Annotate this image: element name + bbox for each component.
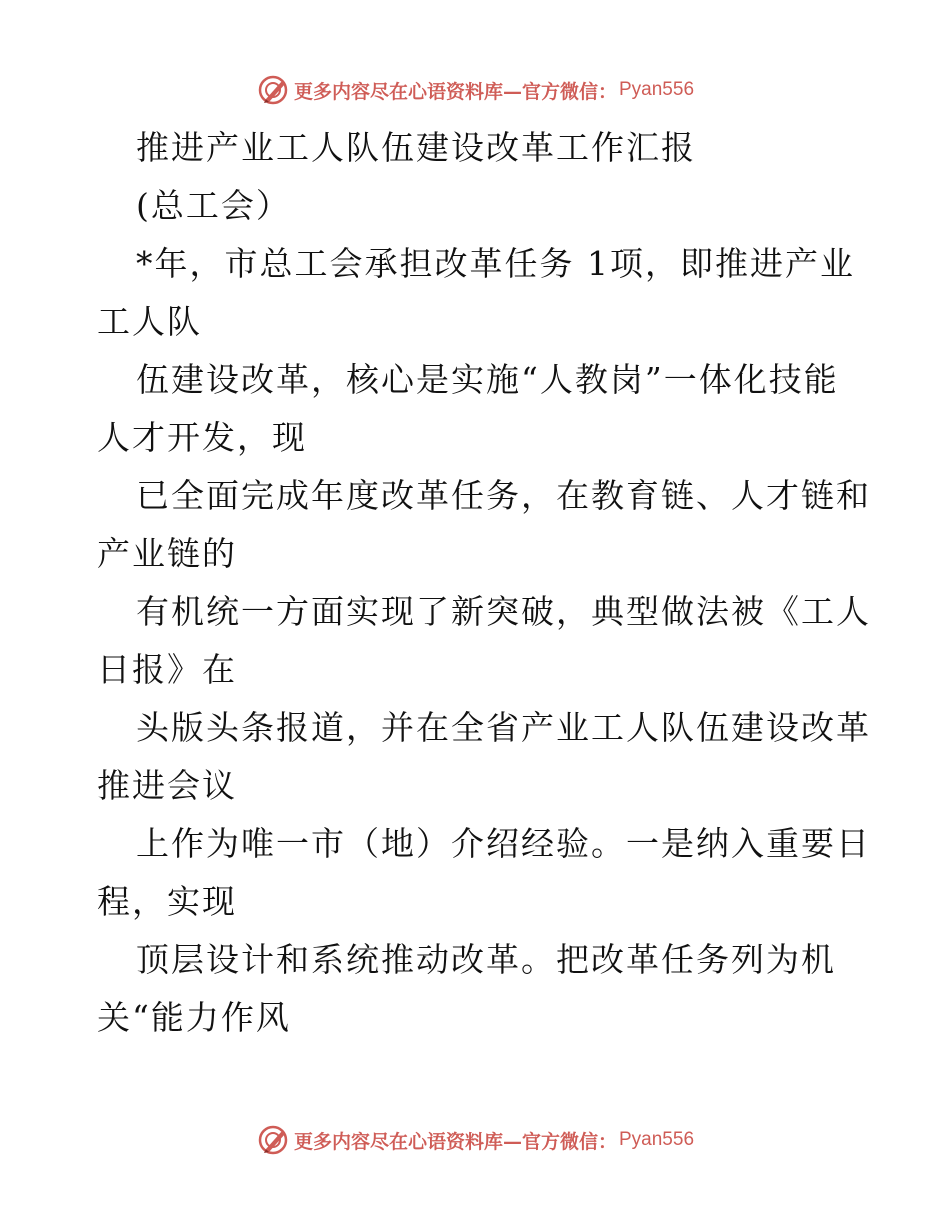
paragraph-line: *年，市总工会承担改革任务 1项，即推进产业 [136, 244, 855, 283]
paragraph-line: 工人队 [97, 302, 202, 341]
watermark-banner-bottom [0, 1120, 950, 1160]
watermark-id: Pyan556 [619, 79, 695, 100]
paragraph-line: 顶层设计和系统推动改革。把改革任务列为机 [136, 940, 836, 979]
paragraph-line: 头版头条报道，并在全省产业工人队伍建设改革 [136, 708, 871, 747]
paragraph-line: 程，实现 [97, 882, 237, 921]
paragraph-line: 日报》在 [97, 650, 237, 689]
pen-logo-icon [256, 73, 290, 107]
paragraph-line: 上作为唯一市（地）介绍经验。一是纳入重要日 [136, 824, 871, 863]
paragraph-line: 人才开发，现 [97, 418, 307, 457]
paragraph-line: 推进会议 [97, 766, 237, 805]
paragraph-line: 有机统一方面实现了新突破，典型做法被《工人 [136, 592, 871, 631]
document-subtitle: (总工会） [136, 186, 291, 225]
paragraph-line: 伍建设改革，核心是实施“人教岗”一体化技能 [136, 360, 839, 399]
watermark-text: 更多内容尽在心语资料库—官方微信： [293, 80, 617, 103]
paragraph-line: 产业链的 [97, 534, 237, 573]
watermark-banner-top [0, 70, 950, 110]
pen-logo-icon [256, 1123, 290, 1157]
watermark-id: Pyan556 [619, 1129, 695, 1150]
paragraph-line: 已全面完成年度改革任务，在教育链、人才链和 [136, 476, 871, 515]
paragraph-line: 关“能力作风 [97, 998, 291, 1037]
document-title: 推进产业工人队伍建设改革工作汇报 [136, 128, 696, 167]
watermark-text: 更多内容尽在心语资料库—官方微信： [293, 1130, 617, 1153]
